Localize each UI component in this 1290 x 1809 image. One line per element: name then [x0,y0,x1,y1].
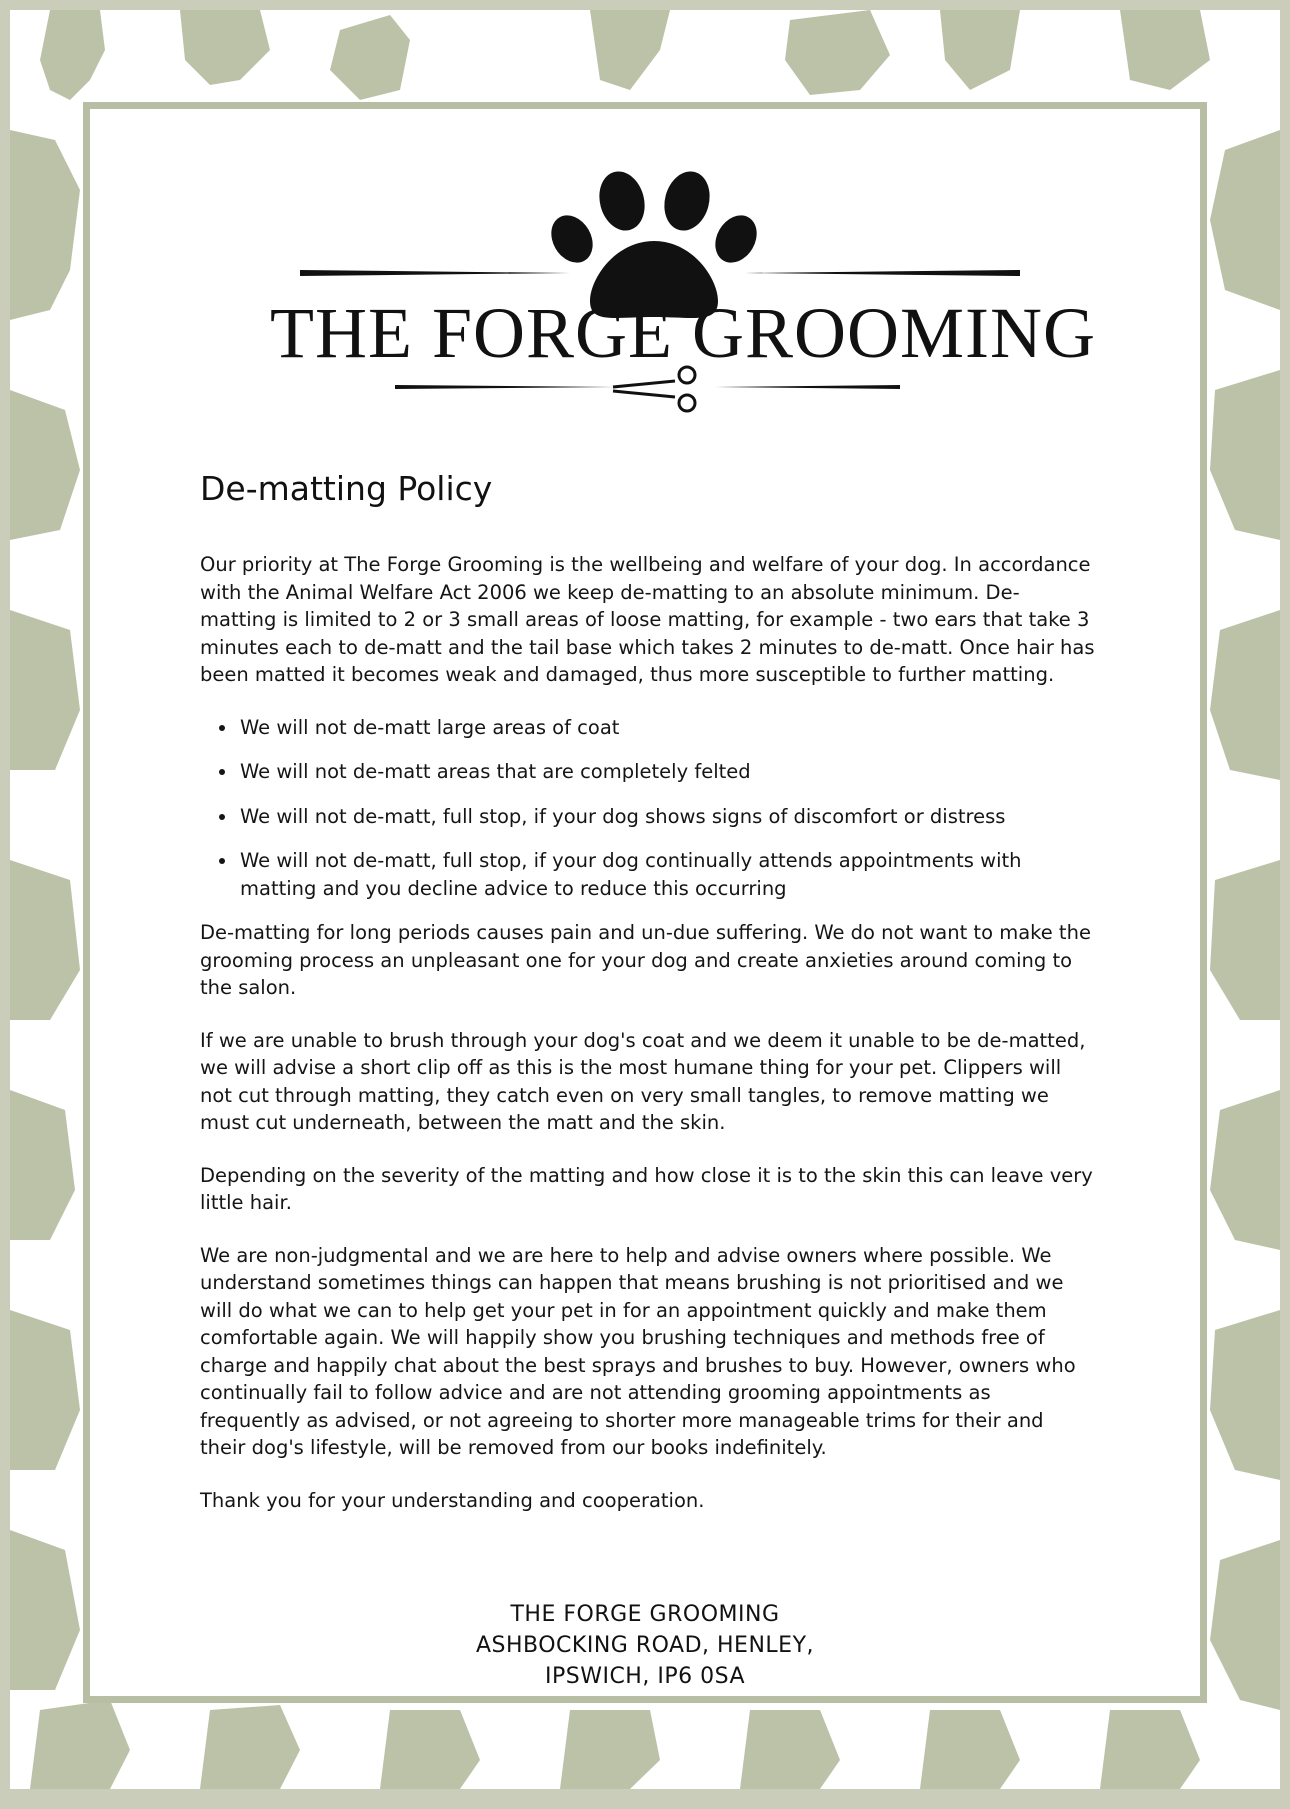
policy-content [200,469,1095,1539]
dog-silhouette-icon [10,610,80,770]
dog-silhouette-icon [1210,610,1280,780]
dog-silhouette-icon [590,10,670,90]
dog-silhouette-icon [740,1710,840,1789]
list-item: • We will not de-matt areas that are completely felted [238,758,1095,786]
footer-street: ASHBOCKING ROAD, HENLEY, [475,1633,815,1658]
dog-silhouette-icon [10,1310,80,1470]
policy-sheet [10,10,1280,1789]
dog-silhouette-icon [10,390,80,540]
dog-silhouette-icon [920,1710,1020,1789]
dog-silhouette-icon [380,1710,480,1789]
content-panel [83,102,1207,1703]
dog-silhouette-icon [785,10,890,95]
dog-silhouette-icon [10,130,80,320]
footer-address [90,1599,1200,1692]
policy-list [200,714,1095,903]
dog-silhouette-icon [940,10,1020,90]
dog-silhouette-icon [1100,1710,1200,1789]
intro-paragraph: Our priority at The Forge Grooming is the wellbeing and welfare of your dog. In accordance with the Animal Welfare Act 2006 we keep de-matting to an absolute minimum. De-matting is limited to 2 or 3 small areas of loose matting, for example - two ears that take 3 minutes each to de-matt and the tail base which takes 2 minutes to de-matt. Once hair has been matted it becomes weak and damaged, thus more susceptible to further matting. [200,553,1095,686]
dog-silhouette-icon [40,10,105,100]
body-paragraph: Depending on the severity of the matting and how close it is to the skin this can leave very little hair. [200,1163,1093,1214]
dog-silhouette-icon [1210,130,1280,310]
dog-silhouette-icon [1210,1310,1280,1480]
brand-name: THE FORGE GROOMING [270,293,1096,373]
dog-silhouette-icon [1210,1090,1280,1250]
body-paragraph: We are non-judgmental and we are here to help and advise owners where possible. We understand sometimes things can happen that means brushing is not prioritised and we will do what we can to help get your pet in for an appointment quickly and make them comfortable again. We will happily show you brushing techniques and methods free of charge and happily chat about the best sprays and brushes to buy. However, owners who continually fail to follow advice and are not attending grooming appointments as frequently as advised, or not agreeing to shorter more manageable trims for their and their dog's lifestyle, will be removed from our books indefinitely. [200,1243,1076,1459]
closing-paragraph: Thank you for your understanding and cooperation. [200,1488,705,1512]
dog-silhouette-icon [180,10,270,85]
footer-town-postcode: IPSWICH, IP6 0SA [544,1664,746,1689]
dog-silhouette-icon [1120,10,1210,90]
list-item: • We will not de-matt, full stop, if your dog shows signs of discomfort or distress [238,803,1095,831]
page-title: De-matting Policy [200,469,493,508]
list-item: • We will not de-matt large areas of coat [238,714,1095,742]
dog-silhouette-icon [10,1090,75,1240]
dog-silhouette-icon [330,15,410,100]
dog-silhouette-icon [560,1710,660,1789]
dog-silhouette-icon [1210,860,1280,1020]
brand-logo [270,149,1096,419]
dog-silhouette-icon [30,1700,130,1789]
dog-silhouette-icon [200,1705,300,1789]
footer-business-name: THE FORGE GROOMING [510,1602,780,1627]
dog-silhouette-icon [1210,1540,1280,1710]
dog-silhouette-icon [1210,370,1280,540]
body-paragraph: If we are unable to brush through your dog's coat and we deem it unable to be de-matted, we will advise a short clip off as this is the most humane thing for your pet. Clippers will not cut through matting, they catch even on very small tangles, to remove matting we must cut underneath, between the matt and the skin. [200,1028,1086,1134]
body-paragraph: De-matting for long periods causes pain and un-due suffering. We do not want to make the grooming process an unpleasant one for your dog and create anxieties around coming to the salon. [200,921,1091,999]
dog-silhouette-icon [10,1530,80,1690]
list-item: • We will not de-matt, full stop, if your dog continually attends appointments with matting and you decline advice to reduce this occurring [238,847,1095,902]
dog-silhouette-icon [10,860,80,1020]
